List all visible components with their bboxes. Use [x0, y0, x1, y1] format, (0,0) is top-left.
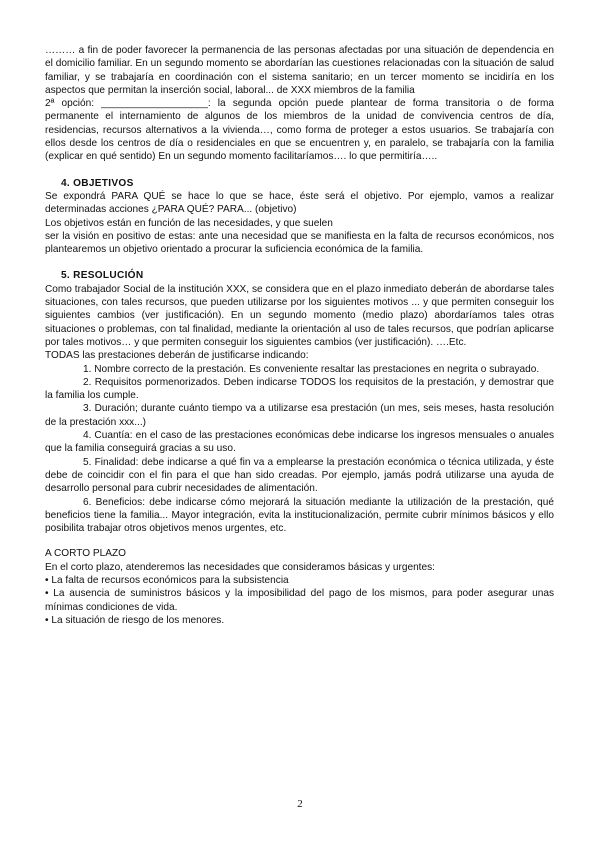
short-term-intro: En el corto plazo, atenderemos las necesidades que consideramos básicas y urgentes:: [45, 561, 435, 573]
bullet-item: • La situación de riesgo de los menores.: [45, 614, 225, 626]
resolution-justify-intro: TODAS las prestaciones deberán de justificarse indicando:: [45, 350, 309, 362]
list-item: 6. Beneficios: debe indicarse cómo mejorará la situación mediante la utilización de la prestación, qué beneficios tiene la familia... Mayor integración, evita la institucionalización, permite cubrir mínimos básicos y ello posibilita trabajar otros objetivos menos urgentes, etc.: [45, 496, 554, 535]
intro-paragraph: ……… a fin de poder favorecer la permanencia de las personas afectadas por una situación de dependencia en el domicilio familiar. En un segundo momento se abordarían las cuestiones relacionadas con la situación de salud familiar, y se trabajaría en coordinación con el sistema sanitario; en un tercer momento se incidiría en los aspectos que permitan la inserción social, laboral... de XXX miembros de la familia: [45, 45, 554, 96]
page-number: 2: [297, 798, 303, 810]
list-item: 3. Duración; durante cuánto tiempo va a utilizarse esa prestación (un mes, seis meses, hasta resolución de la prestación xxx...): [45, 403, 554, 428]
list-item: 2. Requisitos pormenorizados. Deben indicarse TODOS los requisitos de la prestación, y demostrar que la familia los cumple.: [45, 376, 554, 402]
bullet-item: • La falta de recursos económicos para la subsistencia: [45, 574, 289, 586]
document-page: [45, 44, 554, 627]
objectives-heading: 4. OBJETIVOS: [61, 177, 134, 189]
list-item: 4. Cuantía: en el caso de las prestaciones económicas debe indicarse los ingresos mensuales o anuales que la familia conseguirá gracias a su uso.: [45, 430, 554, 455]
list-item: 5. Finalidad: debe indicarse a qué fin va a emplearse la prestación económica o técnica utilizada, y éste debe de coincidir con el fin para el que han sido creadas. Por ejemplo, jamás podrá utilizarse una ayuda de desarrollo personal para cubrir necesidades de alimentación.: [45, 456, 554, 495]
short-term-heading: A CORTO PLAZO: [45, 548, 126, 560]
resolution-paragraph: Como trabajador Social de la institución XXX, se considera que en el plazo inmediato deberán de abordarse tales situaciones, con tales recursos, que pueden utilizarse por los siguientes motivos ... y que permiten conseguir los siguientes cambios (ver justificación). En un segundo momento (medio plazo) abordaríamos tales otras situaciones o problemas, con tal finalidad, mediante la orientación al uso de tales recursos, que podrían aplicarse por tales motivos… y que permiten conseguir los siguientes cambios (ver justificación). ….Etc.: [45, 283, 554, 348]
resolution-heading: 5. RESOLUCIÓN: [61, 270, 144, 282]
list-item: 1. Nombre correcto de la prestación. Es conveniente resaltar las prestaciones en negrita o subrayado.: [83, 363, 540, 375]
objectives-paragraph-2: Los objetivos están en función de las necesidades, y que suelen: [45, 217, 333, 229]
bullet-item: • La ausencia de suministros básicos y la imposibilidad del pago de los mismos, para poder asegurar unas mínimas condiciones de vida.: [45, 588, 554, 613]
objectives-paragraph-3: ser la visión en positivo de estas: ante una necesidad que se manifiesta en la falta de recursos económicos, nos plantearemos un objetivo orientado a procurar la suficiencia económica de la familia.: [45, 230, 554, 256]
second-option-paragraph: 2ª opción: ___________________: la segunda opción puede plantear de forma transitoria o de forma permanente el internamiento de algunos de los miembros de la unidad de convivencia centros de día, residencias, recursos alternativos a la vivienda…, como forma de proteger a estos usuarios. Se trabajaría con ellos desde los centros de día o residenciales en que se encuentren y, en paralelo, se trabajaría con la familia (explicar en qué sentido) En un segundo momento facilitaríamos…. lo que permitiría…..: [45, 98, 554, 163]
objectives-paragraph-1: Se expondrá PARA QUÉ se hace lo que se hace, éste será el objetivo. Por ejemplo, vamos a realizar determinadas acciones ¿PARA QUÉ? PARA... (objetivo): [45, 190, 554, 216]
